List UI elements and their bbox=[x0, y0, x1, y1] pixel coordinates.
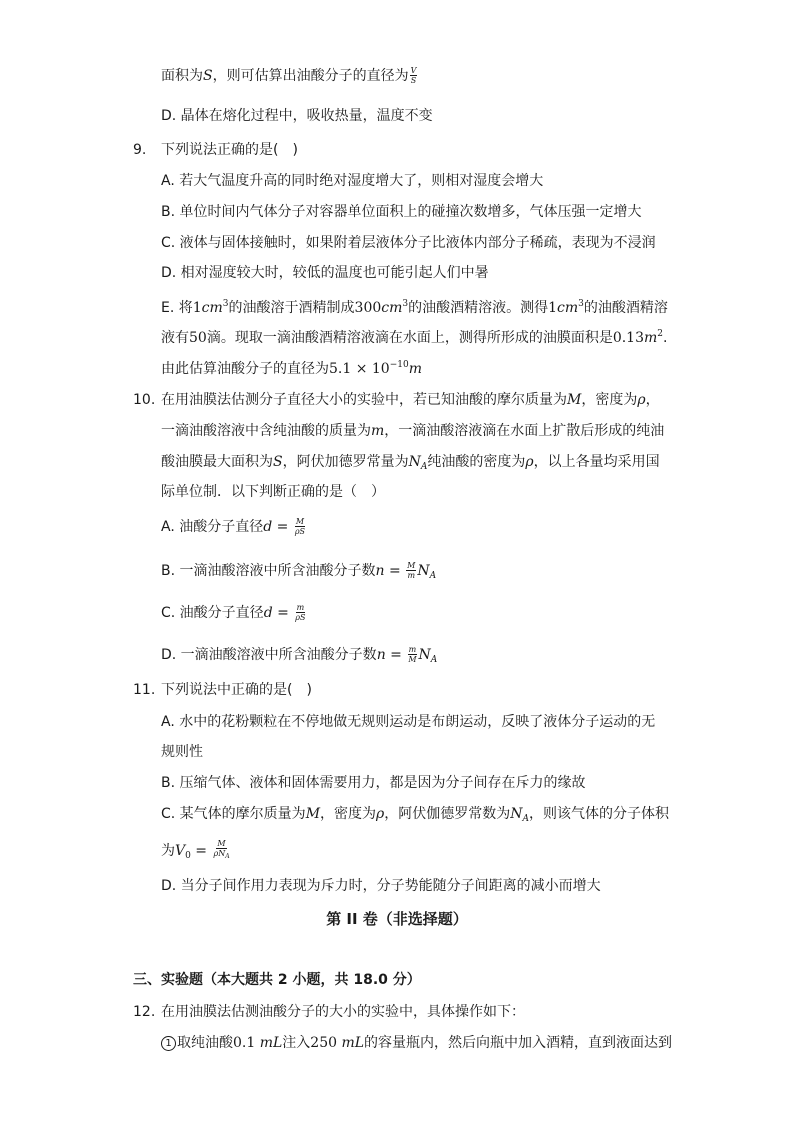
section-3-heading: 三、实验题（本大题共 2 小题，共 18.0 分） bbox=[133, 972, 421, 988]
math: V bbox=[175, 843, 186, 859]
numerator: M bbox=[407, 560, 416, 570]
math: 1 bbox=[192, 300, 202, 316]
q11-stem: 下列说法中正确的是( ) bbox=[161, 682, 312, 698]
math-sup: 3 bbox=[578, 299, 584, 309]
math: 250 bbox=[310, 1035, 342, 1051]
q10-stem-line2 bbox=[161, 421, 664, 441]
math: ρ bbox=[637, 392, 646, 408]
q10-option-d bbox=[161, 645, 437, 670]
q9-option-a: A. 若大气温度升高的同时绝对湿度增大了，则相对湿度会增大 bbox=[161, 173, 544, 189]
math: d = bbox=[263, 519, 293, 535]
numerator: m bbox=[408, 644, 417, 654]
math: m bbox=[644, 330, 658, 346]
math: N bbox=[408, 454, 421, 470]
fraction bbox=[407, 645, 417, 664]
q12-step-1 bbox=[161, 1033, 672, 1053]
math-sub: A bbox=[430, 655, 438, 665]
q11-option-c-line2 bbox=[161, 840, 232, 866]
text: 由此估算油酸分子的直径为 bbox=[161, 361, 329, 377]
part-2-heading: 第 II 卷（非选择题） bbox=[326, 910, 468, 928]
text: 滴。现取一滴油酸酒精溶液滴在水面上，测得所形成的油膜面积是 bbox=[206, 330, 613, 346]
text: E. 将 bbox=[161, 300, 193, 316]
text: 的容量瓶内，然后向瓶中加入酒精，直到液面达到 bbox=[364, 1035, 673, 1051]
text: 的油酸酒精溶 bbox=[583, 300, 668, 316]
math-S: S bbox=[203, 68, 213, 84]
text: . bbox=[663, 330, 668, 346]
math-sub: A bbox=[420, 462, 428, 472]
math-sup: 2 bbox=[657, 329, 664, 339]
text: ，一滴油酸溶液滴在水面上扩散后形成的纯油 bbox=[384, 423, 665, 439]
text: 为 bbox=[161, 843, 175, 859]
q9-option-b: B. 单位时间内气体分子对容器单位面积上的碰撞次数增多，气体压强一定增大 bbox=[161, 204, 642, 220]
text: 纯油酸的密度为 bbox=[427, 454, 526, 470]
math-sup: 3 bbox=[222, 299, 229, 309]
q10-option-c bbox=[161, 603, 307, 623]
math: 50 bbox=[189, 330, 207, 346]
math: cm bbox=[201, 300, 223, 316]
math: ρN bbox=[213, 849, 226, 858]
text: ，以上各量均采用国 bbox=[533, 454, 660, 470]
text: ，密度为 bbox=[581, 392, 638, 408]
text: 注入 bbox=[282, 1035, 311, 1051]
question-number-12: 12. bbox=[133, 1004, 156, 1020]
q11-option-a-line2: 规则性 bbox=[161, 744, 203, 760]
math: 0.13 bbox=[612, 330, 644, 346]
q9-option-e-line1 bbox=[161, 294, 668, 318]
math: ρ bbox=[376, 806, 385, 822]
math: = bbox=[190, 843, 212, 859]
math-sub: A bbox=[429, 571, 437, 581]
math: cm bbox=[381, 300, 403, 316]
math: 5.1 × 10 bbox=[329, 361, 390, 377]
math-sub: 0 bbox=[185, 851, 191, 861]
math: cm bbox=[557, 300, 579, 316]
q8-option-d: D. 晶体在熔化过程中，吸收热量，温度不变 bbox=[161, 108, 433, 124]
fraction bbox=[213, 839, 231, 861]
text: ，密度为 bbox=[320, 806, 377, 822]
text: 在用油膜法估测分子直径大小的实验中，若已知油酸的摩尔质量为 bbox=[161, 392, 567, 408]
q12-stem: 在用油膜法估测油酸分子的大小的实验中，具体操作如下： bbox=[161, 1004, 525, 1020]
q8c-continuation bbox=[161, 66, 418, 86]
q9-stem: 下列说法正确的是( ) bbox=[161, 142, 298, 158]
q11-option-c-line1 bbox=[161, 804, 669, 829]
q9-option-e-line2 bbox=[161, 324, 667, 348]
math: mL bbox=[259, 1035, 283, 1051]
math: 1 bbox=[548, 300, 558, 316]
q11-option-b: B. 压缩气体、液体和固体需要用力，都是因为分子间存在斥力的缘故 bbox=[161, 775, 586, 791]
denominator bbox=[213, 849, 231, 861]
math: m bbox=[408, 361, 422, 377]
q10-stem-line1 bbox=[161, 390, 660, 410]
text: 面积为 bbox=[161, 68, 203, 84]
math-sup: −10 bbox=[389, 360, 409, 370]
math-sub: A bbox=[225, 853, 230, 860]
text: 取纯油酸 bbox=[177, 1035, 233, 1051]
denominator: ρS bbox=[295, 612, 306, 622]
text: D. 一滴油酸溶液中所含油酸分子数 bbox=[161, 647, 377, 663]
denominator: S bbox=[410, 75, 417, 85]
math: N bbox=[417, 563, 430, 579]
math: d = bbox=[263, 605, 294, 621]
fraction bbox=[294, 517, 306, 536]
text: 的油酸溶于酒精制成 bbox=[228, 300, 355, 316]
math: mL bbox=[341, 1035, 365, 1051]
numerator: m bbox=[296, 602, 305, 612]
text: C. 油酸分子直径 bbox=[161, 605, 264, 621]
math: m bbox=[371, 423, 385, 439]
numerator: V bbox=[410, 65, 417, 75]
denominator: M bbox=[408, 654, 417, 664]
q10-stem-line3 bbox=[161, 452, 660, 477]
q10-stem-line4: 际单位制．以下判断正确的是（ ） bbox=[161, 484, 385, 500]
text: C. 某气体的摩尔质量为 bbox=[161, 806, 306, 822]
text: 液有 bbox=[161, 330, 189, 346]
denominator: m bbox=[407, 570, 416, 580]
q10-option-b bbox=[161, 561, 436, 586]
q9-option-e-line3 bbox=[161, 355, 422, 379]
text: B. 一滴油酸溶液中所含油酸分子数 bbox=[161, 563, 376, 579]
q11-option-a-line1: A. 水中的花粉颗粒在不停地做无规则运动是布朗运动，反映了液体分子运动的无 bbox=[161, 714, 656, 730]
q11-option-d: D. 当分子间作用力表现为斥力时，分子势能随分子间距离的减小而增大 bbox=[161, 878, 601, 894]
fraction-V-over-S bbox=[410, 66, 418, 85]
text: ， bbox=[645, 392, 660, 408]
text: 的油酸酒精溶液。测得 bbox=[408, 300, 549, 316]
math: ρ bbox=[525, 454, 534, 470]
math: M bbox=[567, 392, 582, 408]
text: 一滴油酸溶液中含纯油酸的质量为 bbox=[161, 423, 371, 439]
math-sub: A bbox=[522, 814, 530, 824]
question-number-9: 9. bbox=[133, 142, 147, 158]
q9-option-d: D. 相对湿度较大时，较低的温度也可能引起人们中暑 bbox=[161, 265, 489, 281]
math: N bbox=[510, 806, 523, 822]
math: N bbox=[418, 647, 431, 663]
fraction bbox=[406, 561, 416, 580]
question-number-11: 11. bbox=[133, 682, 156, 698]
text: A. 油酸分子直径 bbox=[161, 519, 264, 535]
math: S bbox=[273, 454, 283, 470]
denominator: ρS bbox=[294, 526, 306, 536]
text: 酸油膜最大面积为 bbox=[161, 454, 273, 470]
math: 300 bbox=[354, 300, 382, 316]
circled-number-icon: 1 bbox=[161, 1036, 176, 1051]
numerator: M bbox=[295, 516, 305, 526]
numerator: M bbox=[217, 839, 226, 848]
math: n = bbox=[375, 563, 406, 579]
text: ，阿伏伽德罗常数为 bbox=[384, 806, 511, 822]
math: 0.1 bbox=[233, 1035, 260, 1051]
text: ，阿伏加德罗常量为 bbox=[282, 454, 409, 470]
text: ，则可估算出油酸分子的直径为 bbox=[212, 68, 409, 84]
question-number-10: 10. bbox=[133, 392, 156, 408]
math: n = bbox=[376, 647, 407, 663]
q9-option-c: C. 液体与固体接触时，如果附着层液体分子比液体内部分子稀疏，表现为不浸润 bbox=[161, 235, 656, 251]
fraction bbox=[294, 603, 306, 622]
q10-option-a bbox=[161, 517, 307, 537]
math-sup: 3 bbox=[402, 299, 409, 309]
text: ，则该气体的分子体积 bbox=[529, 806, 670, 822]
math: M bbox=[305, 806, 321, 822]
